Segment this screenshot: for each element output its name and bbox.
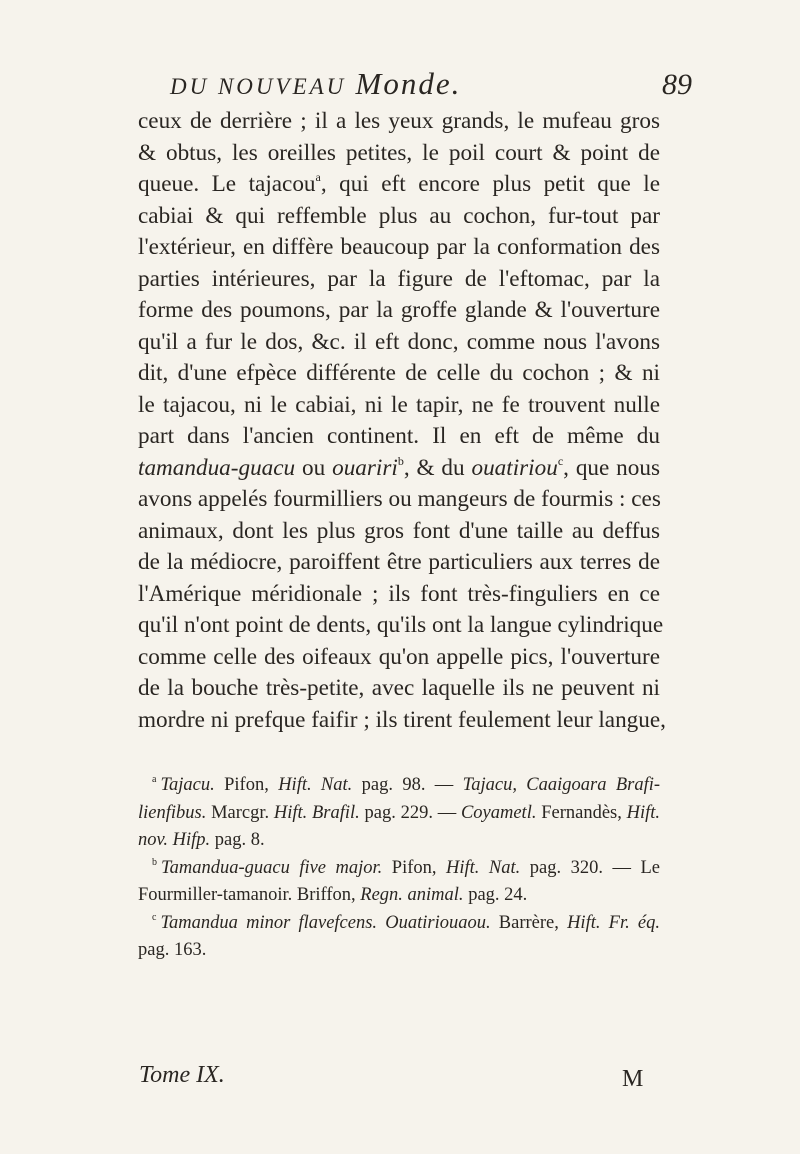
text-line: mordre ni prefque faifir ; ils tirent feulement leur langue, [138,706,666,733]
footnote-a [138,772,660,800]
footnote-text: Barrère, [490,912,568,933]
text-line: & obtus, les oreilles petites, le poil court & point de [138,139,660,166]
species-name: ouariri [332,454,398,481]
text-line: cabiai & qui reffemble plus au cochon, fur-tout par [138,202,660,229]
running-head-text: DU NOUVEAU [170,74,347,99]
footnote-text: pag. 24. [463,885,528,905]
text-line: avons appelés fourmilliers ou mangeurs de fourmis : ces [138,486,661,512]
main-text [138,106,666,736]
text-line: comme celle des oifeaux qu'on appelle pics, l'ouverture [138,643,660,670]
footnote-text: nov. Hifp. [138,830,211,850]
footnote-text: Fernandès, [536,802,627,823]
footnote-text: Tamandua minor flavefcens. Ouatiriouaou. [160,912,491,933]
species-name: tamandua-guacu [138,454,296,481]
footnote-text: pag. 320. — Le [520,857,660,878]
running-head [170,66,640,102]
footnote-text: lienfibus. [138,802,207,823]
text-fragment: , qui eft encore plus petit que le [320,171,660,197]
note-mark: a [315,170,321,184]
text-line: de la bouche très-petite, avec laquelle ils ne peuvent ni [138,675,660,701]
text-line [138,453,660,485]
text-line: le tajacou, ni le cabiai, ni le tapir, ne fe trouvent nulle [138,391,660,418]
note-mark: c [557,453,564,468]
footnote-text: Coyametl. [460,802,537,823]
footnote-text: pag. 98. — [352,775,463,795]
footnote-a-cont [138,800,660,828]
footnote-mark: b [152,856,157,868]
footnote-text: pag. 163. [138,940,207,960]
species-name: ouatiriou [471,454,558,481]
text-line: part dans l'ancien continent. Il en eft de même du [138,423,660,449]
text-line: qu'il n'ont point de dents, qu'ils ont la langue cylindrique [138,612,664,638]
text-fragment: , que nous [563,454,660,481]
text-line: dit, d'une efpèce différente de celle du cochon ; & ni [138,360,660,386]
footnote-text: Hift. Nat. [446,857,521,878]
text-line: qu'il a fur le dos, &c. il eft donc, comme nous l'avons [138,328,660,355]
text-line: l'extérieur, en diffère beaucoup par la conformation des [138,234,660,260]
footnote-text: Tajacu. [160,775,215,795]
signature-mark: M [622,1066,644,1092]
footnote-b-cont [138,882,660,910]
note-mark: b [397,453,404,468]
footnote-c-cont [138,937,660,965]
footnotes [138,772,660,965]
text-fragment: queue. Le tajacou [138,171,316,197]
footnote-mark: a [152,774,157,785]
text-line: forme des poumons, par la groffe glande & l'ouverture [138,297,660,323]
footnote-b [138,855,660,883]
text-line: l'Amérique méridionale ; ils font très-finguliers en ce [138,580,660,607]
footnote-text: Hift. Fr. éq. [567,912,660,933]
footnote-text: Hift. Brafil. [273,802,360,823]
footnote-text: pag. 229. — [359,802,461,823]
footnote-c [138,910,660,938]
footnote-text: Tajacu, Caaigoara Brafi- [462,775,661,795]
text-fragment: ou [295,454,333,481]
footnote-text: Fourmiller-tamanoir. Briffon, [138,885,361,905]
footnote-a-end [138,827,660,855]
text-line: de la médiocre, paroiffent être particuliers aux terres de [138,549,660,575]
footnote-text: Hift. [626,802,660,823]
running-head-monde: Monde. [355,66,462,101]
footnote-text: Pifon, [382,857,447,878]
volume-label: Tome IX. [139,1062,225,1088]
text-line: ceux de derrière ; il a les yeux grands, le mufeau gros [138,108,660,134]
footnote-mark: c [152,911,157,923]
text-line [138,169,660,201]
footnote-text: pag. 8. [210,830,265,850]
footnote-text: Tamandua-guacu five major. [161,857,383,878]
footnote-text: Regn. animal. [360,885,464,905]
text-line: parties intérieures, par la figure de l'eftomac, par la [138,265,660,292]
footnote-text: Hift. Nat. [278,775,353,795]
footnote-text: Pifon, [214,775,279,795]
text-line: animaux, dont les plus gros font d'une taille au deffus [138,517,660,544]
page-number: 89 [662,68,692,101]
text-fragment: , & du [403,454,472,481]
footnote-text: Marcgr. [206,802,274,823]
